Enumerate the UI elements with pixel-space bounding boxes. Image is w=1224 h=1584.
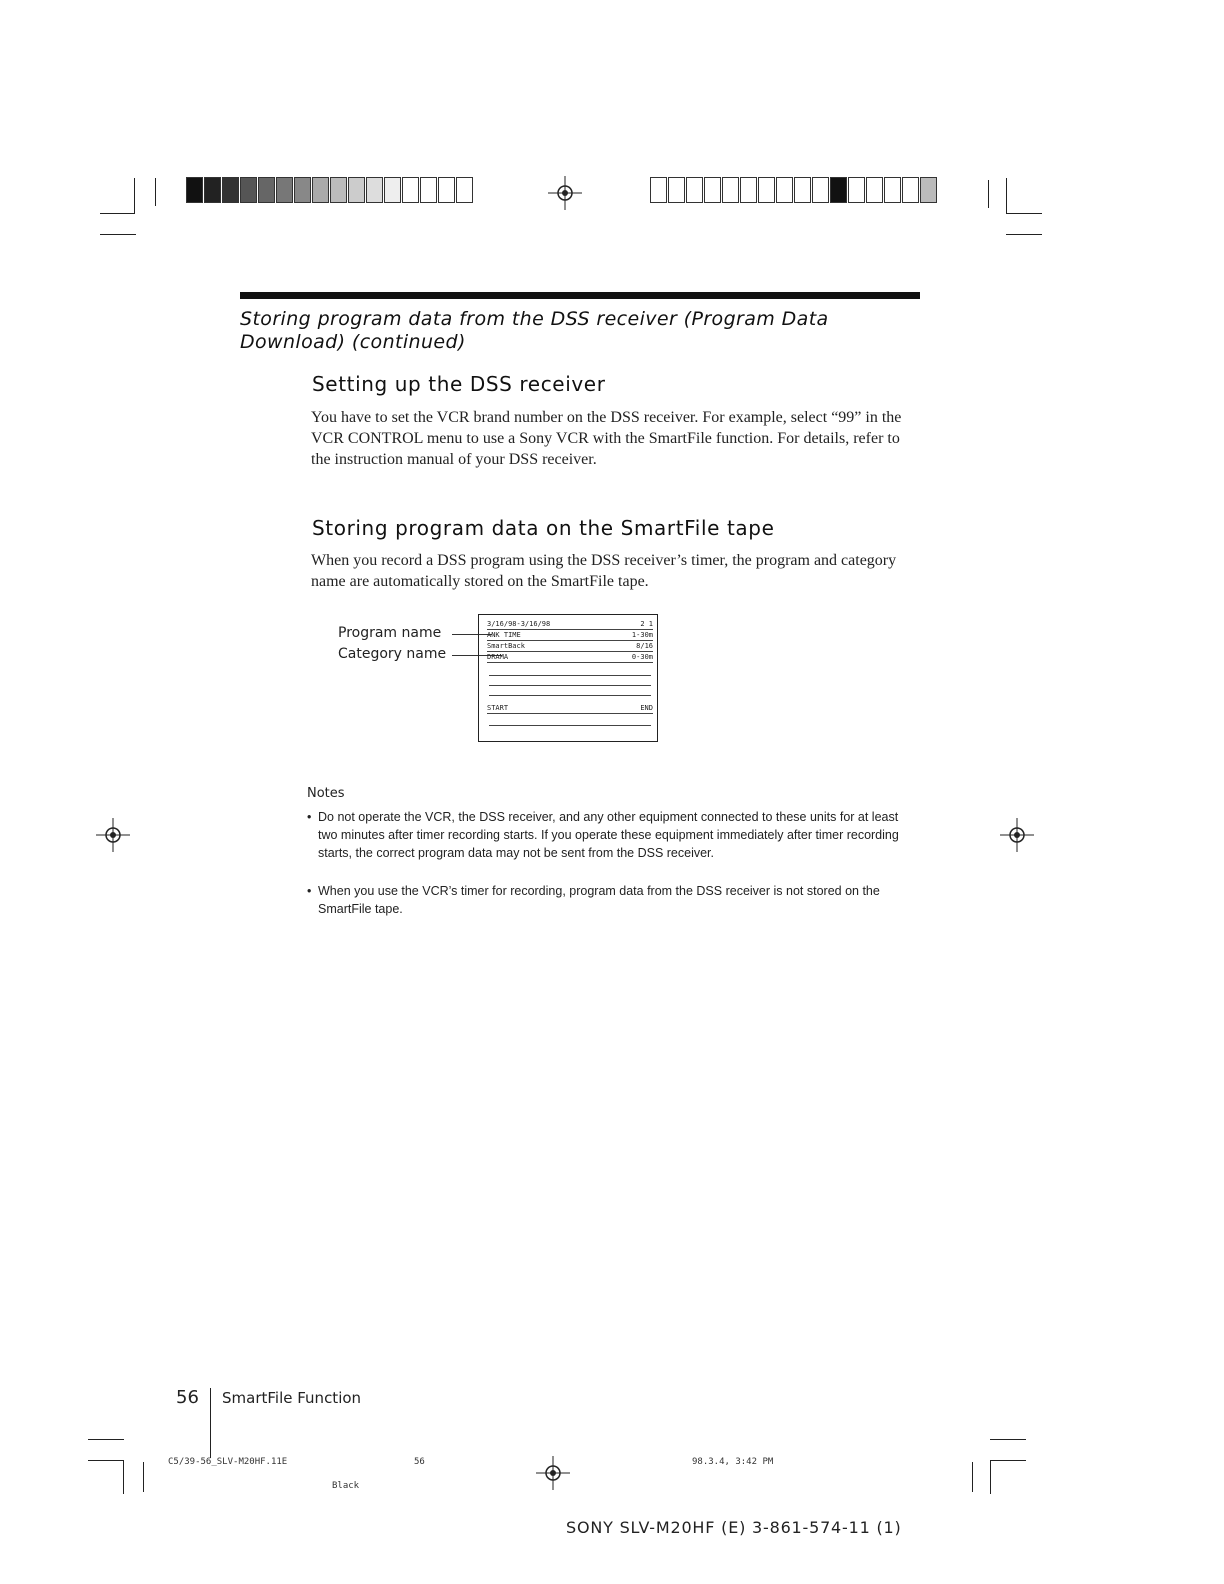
- slug-file: C5/39-56_SLV-M20HF.11E: [168, 1457, 288, 1467]
- crop-mark-top-left-h: [100, 213, 134, 214]
- smartfile-screen-illustration: [478, 614, 658, 742]
- screen-row: DRAMA 0-30m: [487, 653, 653, 661]
- screen-row: SmartBack 8/16: [487, 642, 653, 650]
- density-bar-left: [186, 177, 474, 203]
- bullet-icon: •: [307, 810, 312, 824]
- crop-mark-top-left-h2: [100, 234, 136, 235]
- screen-row: ANK TIME 1-30m: [487, 631, 653, 639]
- screen-blank-line: [489, 675, 651, 676]
- section-heading-storing: Storing program data on the SmartFile tape: [312, 516, 775, 540]
- section-body-storing: When you record a DSS program using the DSS receiver’s timer, the program and category name are automatically stored on the SmartFile tape.: [311, 552, 897, 590]
- notes-heading: Notes: [307, 786, 345, 801]
- crop-mark-top-right-h2: [1006, 234, 1042, 235]
- crop-mark-bottom-left-h: [88, 1439, 124, 1440]
- crop-mark-bottom-right-h: [990, 1460, 1026, 1461]
- running-title: Storing program data from the DSS receiver (Program Data Download) (continued): [240, 308, 829, 353]
- label-category-name: Category name: [338, 646, 447, 662]
- crop-mark-bottom-right-h2: [990, 1439, 1026, 1440]
- crop-mark-bottom-left-v: [123, 1460, 124, 1494]
- registration-target-icon: [548, 176, 582, 210]
- crop-mark-top-right-h: [1006, 213, 1042, 214]
- crop-mark-top-right-v: [1006, 178, 1007, 214]
- note-item: • Do not operate the VCR, the DSS receiver, and any other equipment connected to these units for at least two minutes after timer recording starts. If you operate these equipment immediately after timer recording starts, the correct program data may not be sent from the DSS receiver.: [307, 810, 899, 860]
- crop-mark-bottom-left-h2: [88, 1460, 124, 1461]
- product-id: SONY SLV-M20HF (E) 3-861-574-11 (1): [566, 1518, 902, 1537]
- screen-blank-line: [489, 695, 651, 696]
- screen-row: 3/16/98-3/16/98 2 1: [487, 620, 653, 628]
- screen-footer-row: START END: [487, 704, 653, 712]
- registration-target-icon: [536, 1456, 570, 1490]
- tone-scale: [1001, 1098, 1031, 1408]
- crop-mark-bottom-left-v2: [143, 1462, 144, 1492]
- heading-rule: [240, 292, 920, 299]
- slug-page: 56: [414, 1457, 425, 1467]
- crop-mark-top-left-v2: [155, 178, 156, 206]
- crop-mark-bottom-right-v: [972, 1462, 973, 1492]
- crop-mark-top-right-v2: [988, 180, 989, 208]
- screen-blank-line: [489, 685, 651, 686]
- section-body-setup: You have to set the VCR brand number on the DSS receiver. For example, select “99” in the VCR CONTROL menu to use a Sony VCR with the SmartFile function. For details, refer to the instruction manual of your DSS receiver.: [311, 409, 902, 468]
- crop-mark-bottom-right-v2: [990, 1460, 991, 1494]
- registration-target-icon: [1000, 818, 1034, 852]
- page-number: 56: [176, 1387, 199, 1408]
- footer-separator: [210, 1388, 211, 1458]
- slug-date: 98.3.4, 3:42 PM: [692, 1457, 774, 1467]
- slug-color: Black: [332, 1481, 360, 1491]
- note-item: • When you use the VCR’s timer for recording, program data from the DSS receiver is not stored on the SmartFile tape.: [307, 884, 880, 916]
- density-bar-right: [650, 177, 938, 203]
- screen-blank-line: [489, 725, 651, 726]
- bullet-icon: •: [307, 884, 312, 898]
- crop-mark-top-left-v: [134, 178, 135, 214]
- registration-target-icon: [96, 818, 130, 852]
- footer-section-name: SmartFile Function: [222, 1389, 362, 1407]
- label-program-name: Program name: [338, 625, 442, 641]
- section-heading-setup: Setting up the DSS receiver: [312, 372, 606, 396]
